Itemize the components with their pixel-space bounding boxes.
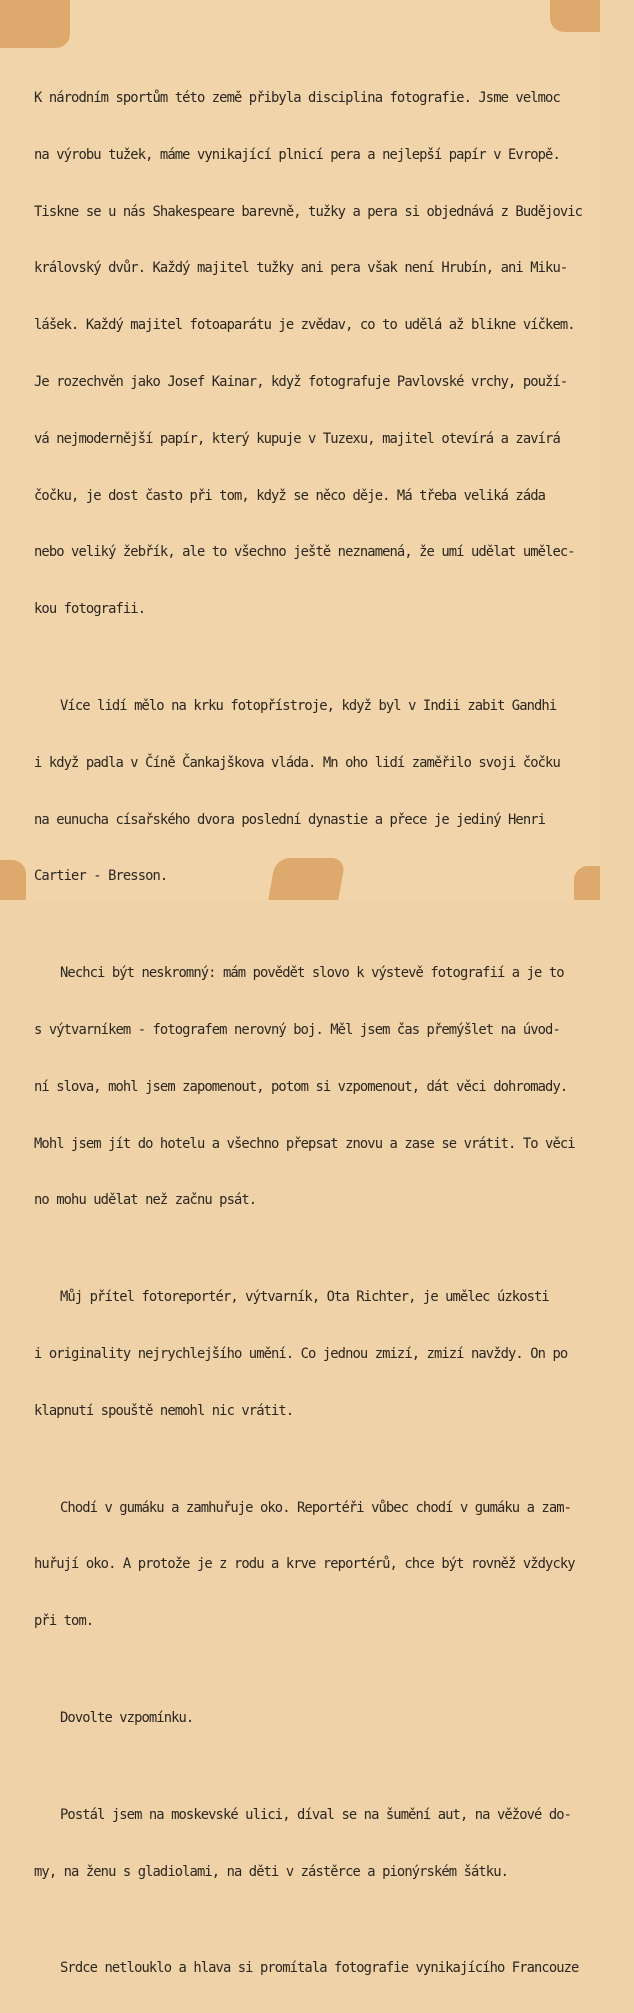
tape-remnant — [0, 860, 26, 900]
text-line: my, na ženu s gladiolami, na děti v zástěrce a pionýrském šátku. — [34, 1863, 509, 1880]
text-line: Postál jsem na moskevské ulici, díval se na šumění aut, na věžové do- — [60, 1806, 572, 1823]
text-line: i originality nejrychlejšího umění. Co jednou zmizí, zmizí navždy. On po — [34, 1345, 568, 1362]
text-line: K národním sportům této země přibyla disciplina fotografie. Jsme velmoc — [34, 90, 560, 106]
text-line: no mohu udělat než začnu psát. — [34, 1192, 257, 1209]
text-line: s výtvarníkem - fotografem nerovný boj. Měl jsem čas přemýšlet na úvod- — [34, 1021, 560, 1038]
text-line: Nechci být neskromný: mám povědět slovo k výstevě fotografií a je to — [60, 965, 564, 982]
text-line: klapnutí spouště nemohl nic vrátit. — [34, 1402, 294, 1419]
text-line: Tiskne se u nás Shakespeare barevně, tužky a pera si objednává z Budějovic — [34, 203, 583, 220]
text-line: Srdce netlouklo a hlava si promítala fotografie vynikajícího Francouze — [60, 1960, 579, 1977]
text-line: na eunucha císařského dvora poslední dynastie a přece je jediný Henri — [34, 811, 546, 828]
text-line: Je rozechvěn jako Josef Kainar, když fotografuje Pavlovské vrchy, použí- — [34, 373, 568, 390]
text-line: při tom. — [34, 1613, 94, 1630]
text-line: vá nejmodernější papír, který kupuje v Tuzexu, majitel otevírá a zavírá — [34, 430, 560, 447]
text-line: kou fotografii. — [34, 601, 146, 618]
text-line: ní slova, mohl jsem zapomenout, potom si vzpomenout, dát věci dohromady. — [34, 1078, 568, 1095]
typewritten-text — [34, 54, 634, 2013]
text-line: Dovolte vzpomínku. — [60, 1709, 194, 1726]
tape-remnant — [0, 0, 70, 48]
text-line: lášek. Každý majitel fotoaparátu je zvědav, co to udělá až blikne víčkem. — [34, 317, 575, 334]
text-line: nebo veliký žebřík, ale to všechno ještě neznamená, že umí udělat umělec- — [34, 544, 575, 561]
text-line: na výrobu tužek, máme vynikající plnicí pera a nejlepší papír v Evropě. — [34, 146, 560, 163]
text-line: čočku, je dost často při tom, když se něco děje. Má třeba veliká záda — [34, 487, 546, 504]
text-line: Cartier - Bresson. — [34, 868, 168, 885]
text-line: Chodí v gumáku a zamhuřuje oko. Reportéři vůbec chodí v gumáku a zam- — [60, 1499, 572, 1516]
text-line: Více lidí mělo na krku fotopřístroje, když byl v Indii zabit Gandhi — [60, 697, 557, 714]
text-line: huřují oko. A protože je z rodu a krve reportérů, chce být rovněž vždycky — [34, 1556, 575, 1573]
text-line: i když padla v Číně Čankajškova vláda. Mn oho lidí zaměřilo svoji čočku — [34, 754, 560, 771]
tape-remnant — [550, 0, 600, 32]
text-line: královský dvůr. Každý majitel tužky ani pera však není Hrubín, ani Miku- — [34, 260, 568, 277]
text-line: Mohl jsem jít do hotelu a všechno přepsat znovu a zase se vrátit. To věci — [34, 1135, 575, 1152]
text-line: Můj přítel fotoreportér, výtvarník, Ota Richter, je umělec úzkosti — [60, 1289, 549, 1306]
